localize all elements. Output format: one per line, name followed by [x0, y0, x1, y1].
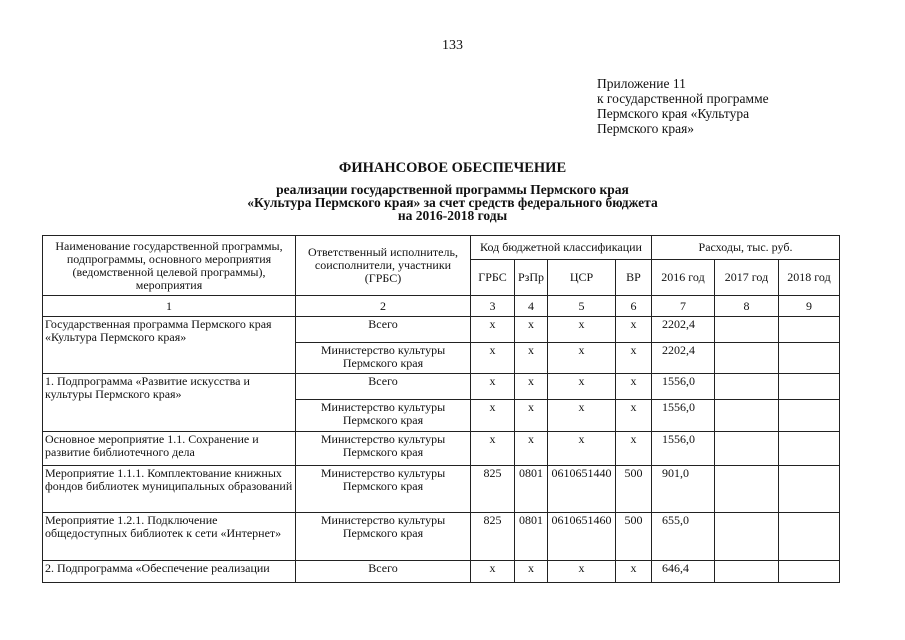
row-2017 — [715, 432, 779, 466]
row-grbs: х — [471, 317, 515, 343]
row-2017 — [715, 466, 779, 513]
row-2018 — [779, 343, 840, 374]
row-2017 — [715, 513, 779, 561]
row-2018 — [779, 466, 840, 513]
row-csr: х — [548, 343, 616, 374]
row-executor: Министерство культуры Пермского края — [296, 432, 471, 466]
row-vr: 500 — [616, 513, 652, 561]
row-rzpr: х — [515, 561, 548, 583]
header-2017: 2017 год — [715, 260, 779, 296]
row-executor: Министерство культуры Пермского края — [296, 400, 471, 432]
header-vr: ВР — [616, 260, 652, 296]
row-name: 1. Подпрограмма «Развитие искусства и культуры Пермского края» — [43, 374, 296, 432]
row-name: 2. Подпрограмма «Обеспечение реализации — [43, 561, 296, 583]
appendix-line: к государственной программе — [597, 91, 769, 106]
row-grbs: х — [471, 374, 515, 400]
column-number: 3 — [471, 296, 515, 317]
row-executor: Всего — [296, 374, 471, 400]
row-executor: Министерство культуры Пермского края — [296, 466, 471, 513]
row-2016: 901,0 — [652, 466, 715, 513]
row-name: Государственная программа Пермского края «Культура Пермского края» — [43, 317, 296, 374]
appendix-line: Пермского края «Культура — [597, 106, 750, 121]
appendix-line: Приложение 11 — [597, 76, 686, 91]
row-2017 — [715, 561, 779, 583]
appendix-note — [597, 76, 769, 136]
row-grbs: 825 — [471, 466, 515, 513]
row-rzpr: х — [515, 317, 548, 343]
table-row — [43, 561, 840, 583]
row-executor: Министерство культуры Пермского края — [296, 513, 471, 561]
row-grbs: х — [471, 400, 515, 432]
table-row — [43, 374, 840, 400]
row-2018 — [779, 400, 840, 432]
row-vr: х — [616, 432, 652, 466]
row-2018 — [779, 432, 840, 466]
row-grbs: х — [471, 432, 515, 466]
row-2016: 646,4 — [652, 561, 715, 583]
row-2017 — [715, 317, 779, 343]
row-rzpr: 0801 — [515, 466, 548, 513]
row-rzpr: х — [515, 343, 548, 374]
column-number: 9 — [779, 296, 840, 317]
header-budget-code: Код бюджетной классификации — [471, 236, 652, 260]
row-executor: Всего — [296, 561, 471, 583]
row-csr: х — [548, 432, 616, 466]
table-row — [43, 432, 840, 466]
row-vr: х — [616, 400, 652, 432]
document-subtitle — [0, 183, 905, 222]
subtitle-line: реализации государственной программы Пермского края — [276, 182, 629, 197]
header-csr: ЦСР — [548, 260, 616, 296]
header-2016: 2016 год — [652, 260, 715, 296]
row-vr: х — [616, 343, 652, 374]
row-2018 — [779, 561, 840, 583]
row-2018 — [779, 317, 840, 343]
column-number: 4 — [515, 296, 548, 317]
row-2016: 1556,0 — [652, 432, 715, 466]
row-executor: Министерство культуры Пермского края — [296, 343, 471, 374]
column-number: 2 — [296, 296, 471, 317]
row-2017 — [715, 374, 779, 400]
row-2018 — [779, 513, 840, 561]
row-name: Мероприятие 1.1.1. Комплектование книжных фондов библиотек муниципальных образований — [43, 466, 296, 513]
header-executor: Ответственный исполнитель, соисполнители, участники (ГРБС) — [296, 236, 471, 296]
subtitle-line: «Культура Пермского края» за счет средств федерального бюджета — [247, 195, 658, 210]
row-2016: 2202,4 — [652, 343, 715, 374]
column-number: 5 — [548, 296, 616, 317]
header-2018: 2018 год — [779, 260, 840, 296]
row-rzpr: х — [515, 374, 548, 400]
column-number: 8 — [715, 296, 779, 317]
row-2016: 1556,0 — [652, 400, 715, 432]
document-title: ФИНАНСОВОЕ ОБЕСПЕЧЕНИЕ — [338, 160, 567, 176]
table-row — [43, 513, 840, 561]
row-executor: Всего — [296, 317, 471, 343]
header-grbs: ГРБС — [471, 260, 515, 296]
column-number: 1 — [43, 296, 296, 317]
row-csr: х — [548, 400, 616, 432]
row-2017 — [715, 400, 779, 432]
row-csr: х — [548, 317, 616, 343]
subtitle-line: на 2016-2018 годы — [397, 208, 508, 223]
column-number: 7 — [652, 296, 715, 317]
financing-table — [42, 235, 840, 583]
row-name: Основное мероприятие 1.1. Сохранение и развитие библиотечного дела — [43, 432, 296, 466]
row-csr: х — [548, 374, 616, 400]
header-rzpr: РзПр — [515, 260, 548, 296]
row-2016: 2202,4 — [652, 317, 715, 343]
row-2016: 655,0 — [652, 513, 715, 561]
row-grbs: 825 — [471, 513, 515, 561]
page-number: 133 — [442, 38, 463, 53]
row-csr: 0610651440 — [548, 466, 616, 513]
column-number-row — [43, 296, 840, 317]
row-csr: х — [548, 561, 616, 583]
row-rzpr: х — [515, 432, 548, 466]
row-grbs: х — [471, 343, 515, 374]
row-vr: х — [616, 374, 652, 400]
row-name: Мероприятие 1.2.1. Подключение общедоступных библиотек к сети «Интернет» — [43, 513, 296, 561]
row-vr: 500 — [616, 466, 652, 513]
row-grbs: х — [471, 561, 515, 583]
row-rzpr: 0801 — [515, 513, 548, 561]
row-vr: х — [616, 317, 652, 343]
row-csr: 0610651460 — [548, 513, 616, 561]
row-2016: 1556,0 — [652, 374, 715, 400]
row-2017 — [715, 343, 779, 374]
row-2018 — [779, 374, 840, 400]
table-row — [43, 317, 840, 343]
header-expenses: Расходы, тыс. руб. — [652, 236, 840, 260]
column-number: 6 — [616, 296, 652, 317]
row-rzpr: х — [515, 400, 548, 432]
appendix-line: Пермского края» — [597, 121, 695, 136]
row-vr: х — [616, 561, 652, 583]
header-name: Наименование государственной программы, подпрограммы, основного мероприятия (ведомственной целевой программы), мероприятия — [43, 236, 296, 296]
table-row — [43, 466, 840, 513]
